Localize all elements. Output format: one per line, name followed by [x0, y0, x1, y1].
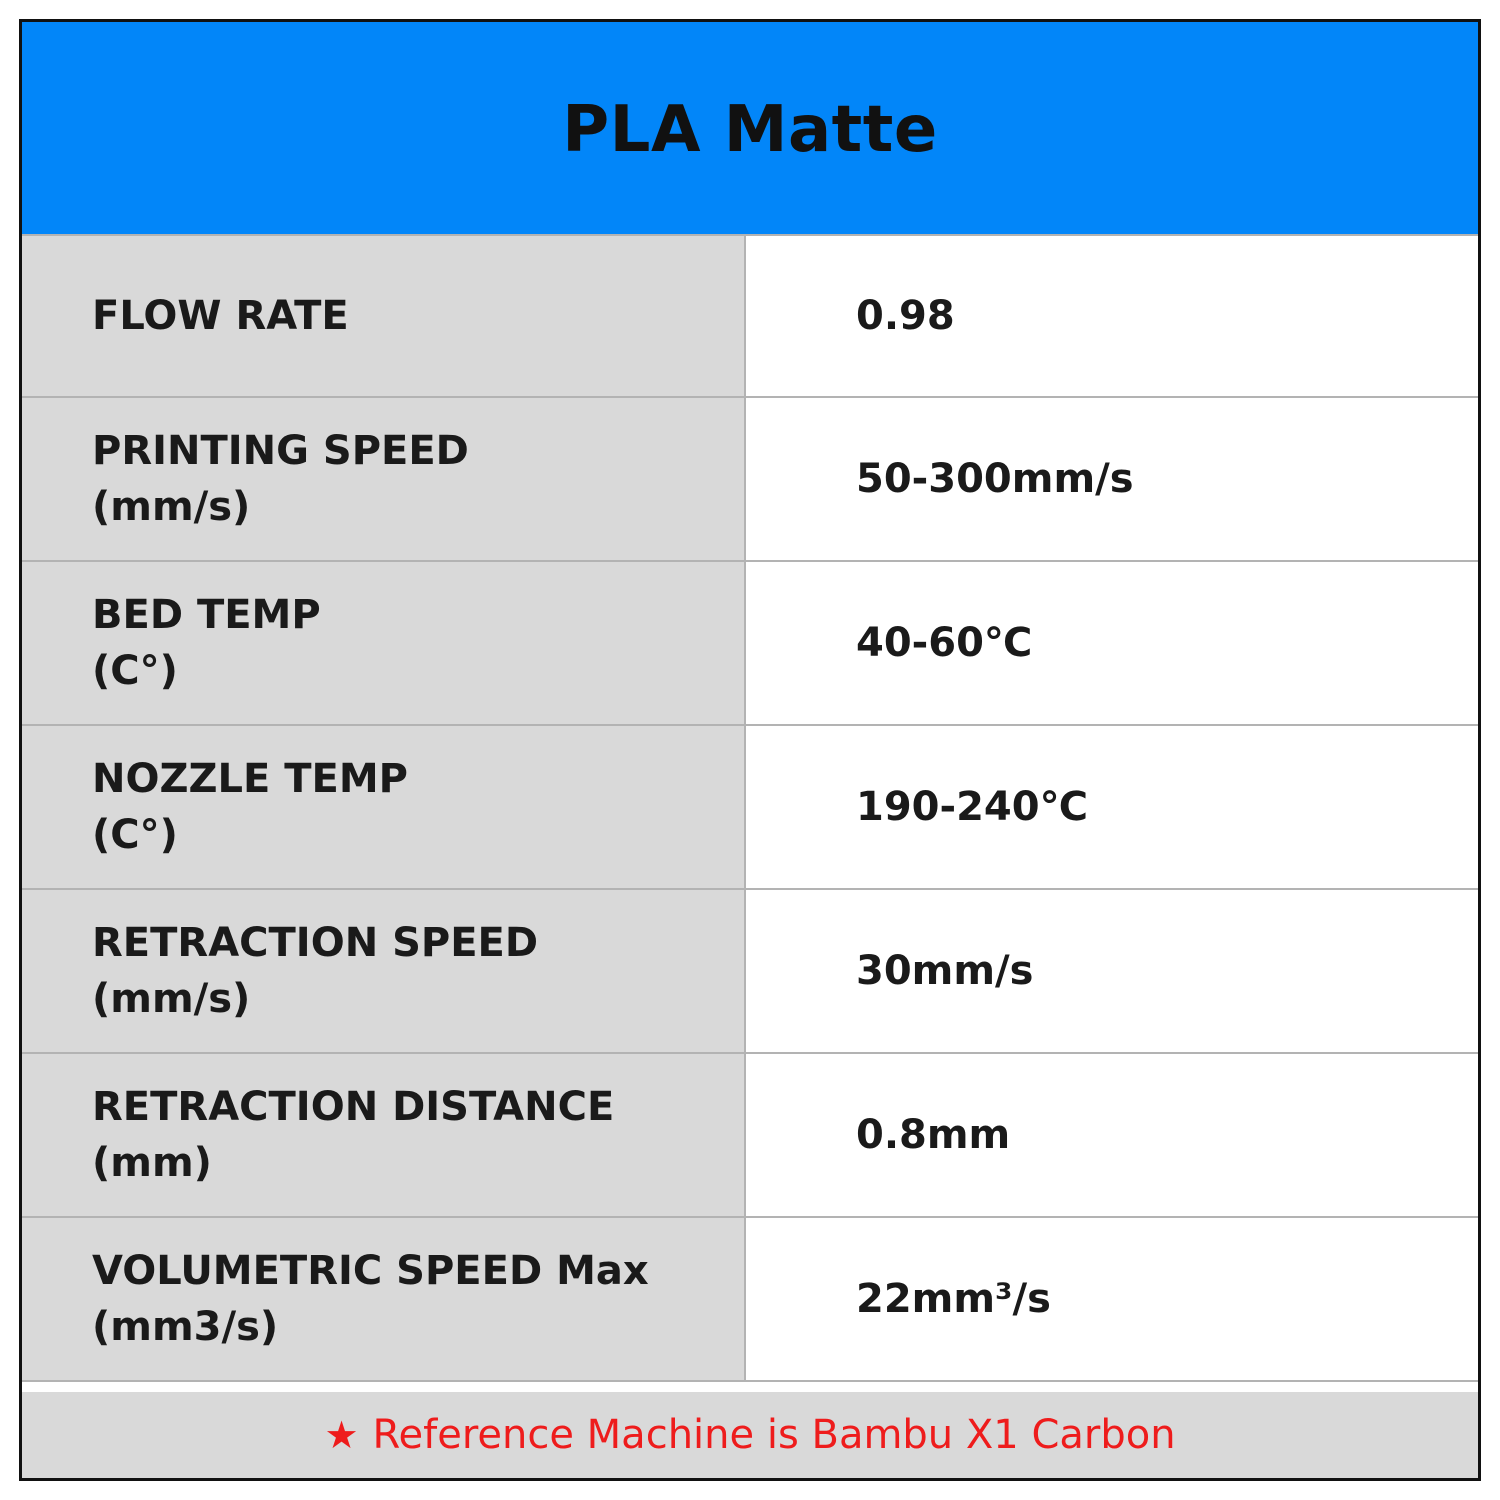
spec-card [19, 19, 1481, 1481]
row-label: VOLUMETRIC SPEED Max [92, 1248, 649, 1294]
row-value-cell [746, 726, 1478, 888]
row-value-cell [746, 1054, 1478, 1216]
row-label-cell [22, 890, 746, 1052]
page-title: PLA Matte [562, 93, 938, 167]
row-label: PRINTING SPEED [92, 428, 469, 474]
row-label: FLOW RATE [92, 293, 349, 339]
row-value-cell [746, 890, 1478, 1052]
spec-table [22, 234, 1478, 1382]
row-value-cell [746, 1218, 1478, 1380]
row-sublabel: (mm3/s) [92, 1304, 279, 1350]
row-label-cell [22, 726, 746, 888]
row-label-cell [22, 562, 746, 724]
footer-note [22, 1392, 1478, 1478]
row-value: 0.8mm [856, 1112, 1011, 1158]
row-value-cell [746, 398, 1478, 560]
row-sublabel: (C°) [92, 648, 178, 694]
row-label-cell [22, 1054, 746, 1216]
row-label: BED TEMP [92, 592, 321, 638]
table-row-volumetric-speed [22, 1218, 1478, 1382]
star-icon: ★ [324, 1413, 359, 1457]
table-row-nozzle-temp [22, 726, 1478, 890]
row-value: 190-240℃ [856, 784, 1089, 830]
row-label: RETRACTION DISTANCE [92, 1084, 615, 1130]
table-row-retraction-distance [22, 1054, 1478, 1218]
row-value: 50-300mm/s [856, 456, 1134, 502]
row-sublabel: (mm/s) [92, 484, 251, 530]
row-value-cell [746, 236, 1478, 396]
row-label-cell [22, 236, 746, 396]
table-row-flow-rate [22, 234, 1478, 398]
row-label: NOZZLE TEMP [92, 756, 408, 802]
row-label-cell [22, 1218, 746, 1380]
row-sublabel: (mm) [92, 1140, 212, 1186]
row-value-cell [746, 562, 1478, 724]
table-row-retraction-speed [22, 890, 1478, 1054]
row-value: 0.98 [856, 293, 955, 339]
row-value: 22mm³/s [856, 1276, 1051, 1322]
table-row-bed-temp [22, 562, 1478, 726]
row-label-cell [22, 398, 746, 560]
header-banner [22, 22, 1478, 234]
row-sublabel: (mm/s) [92, 976, 251, 1022]
row-sublabel: (C°) [92, 812, 178, 858]
row-value: 40-60℃ [856, 620, 1033, 666]
footer-text: Reference Machine is Bambu X1 Carbon [372, 1412, 1176, 1458]
row-label: RETRACTION SPEED [92, 920, 539, 966]
row-value: 30mm/s [856, 948, 1034, 994]
table-row-printing-speed [22, 398, 1478, 562]
